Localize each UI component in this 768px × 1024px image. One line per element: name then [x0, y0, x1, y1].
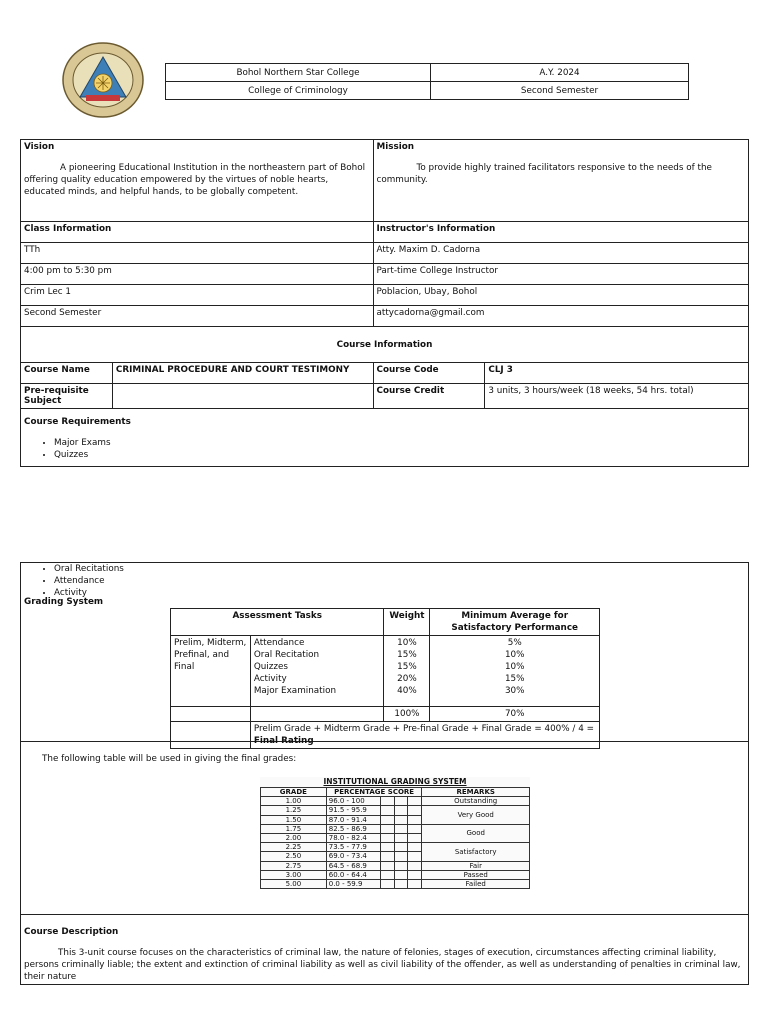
semester-label: Second Semester: [431, 82, 689, 100]
vision-text: A pioneering Educational Institution in the northeastern part of Bohol offering quality education empowered by the virtues of noble hearts, educated minds, and helpful hands, to be globally competent.: [24, 163, 366, 197]
grading-table: [170, 608, 600, 749]
requirement-item: • Oral Recitations: [54, 563, 745, 575]
task-weight: 15%: [397, 662, 417, 672]
requirements-cell: [21, 409, 749, 467]
mission-cell: [373, 140, 749, 222]
remarks-col-header: REMARKS: [422, 788, 530, 797]
college-logo: [60, 40, 146, 120]
class-info-heading: Class Information: [24, 224, 112, 234]
score-col-header: PERCENTAGE SCORE: [326, 788, 422, 797]
remark-cell: Failed: [422, 880, 530, 889]
requirement-item: • Attendance: [54, 575, 745, 587]
requirement-item: • Activity: [54, 587, 745, 599]
instructor-address: Poblacion, Ubay, Bohol: [373, 285, 749, 306]
total-minimum: 70%: [430, 707, 600, 722]
prerequisite-label: Pre-requisite Subject: [24, 386, 89, 406]
prerequisite-value: [112, 384, 373, 409]
remark-cell: Outstanding: [422, 797, 530, 806]
class-section: Crim Lec 1: [21, 285, 374, 306]
task-minimum: 10%: [504, 662, 525, 672]
requirements-heading: Course Requirements: [24, 417, 131, 427]
course-credit-label: Course Credit: [376, 386, 445, 396]
final-rating-formula: Prelim Grade + Midterm Grade + Pre-final Grade + Final Grade = 400% / 4 = Final Rating: [250, 722, 599, 749]
task-weight: 40%: [397, 686, 417, 696]
requirement-item: • Quizzes: [54, 449, 745, 461]
task-name: Attendance: [253, 638, 305, 648]
academic-year: A.Y. 2024: [431, 64, 689, 82]
remark-cell: Satisfactory: [422, 843, 530, 861]
grade-col-header: GRADE: [261, 788, 327, 797]
task-minimum: 15%: [504, 674, 525, 684]
course-code-value: CLJ 3: [488, 365, 513, 375]
description-cell: [21, 915, 749, 985]
institutional-grading-image: INSTITUTIONAL GRADING SYSTEM GRADE PERCENTAGE SCORE REMARKS 1.00 96.0 - 100 Outstanding 1.25 91.5 - 95.9 Very Good 1.50 87.0 - 91.4 1.75 82.5 - 86.9 Good 2.00 78.0 - 82.4 2.25 73.5 - 77.9 Satisfactory 2.50 69.0 - 73.4 2.75 64.5 - 68.9 Fair 3.00 60.0 - 64.4 Passed 5.00 0.0 - 59.9 Failed: [260, 777, 530, 889]
description-heading: Course Description: [24, 927, 119, 937]
class-schedule-days: TTh: [21, 243, 374, 264]
instructor-email[interactable]: attycadorna@gmail.com: [373, 306, 749, 327]
task-name: Activity: [253, 674, 287, 684]
instructor-name: Atty. Maxim D. Cadorna: [373, 243, 749, 264]
course-name-label: Course Name: [24, 365, 90, 375]
task-weight: 15%: [397, 650, 417, 660]
task-minimum: 30%: [504, 686, 525, 696]
task-minimum: 10%: [504, 650, 525, 660]
header-table: [165, 63, 689, 100]
grading-heading: Grading System: [24, 597, 104, 607]
mission-heading: Mission: [376, 142, 415, 152]
instructor-position: Part-time College Instructor: [373, 264, 749, 285]
minimum-average-header: Minimum Average for Satisfactory Performance: [451, 611, 579, 633]
final-grades-note: The following table will be used in giving the final grades:: [42, 754, 297, 764]
mission-text: To provide highly trained facilitators responsive to the needs of the community.: [376, 163, 712, 185]
task-name: Major Examination: [253, 686, 337, 696]
task-weight: 10%: [397, 638, 417, 648]
description-text: This 3-unit course focuses on the characteristics of criminal law, the nature of felonies, stages of execution, circumstances affecting criminal liability, persons criminally liable; the extent and extinction of criminal liability as well as civil liability of the offender, as well as understanding of penalties in criminal law, their nature: [24, 948, 741, 982]
grading-terms: Prelim, Midterm, Prefinal, and Final: [171, 636, 251, 707]
class-schedule-time: 4:00 pm to 5:30 pm: [21, 264, 374, 285]
total-weight: 100%: [384, 707, 430, 722]
weight-header: Weight: [389, 611, 425, 621]
instructor-heading: Instructor's Information: [376, 224, 496, 234]
course-credit-value: 3 units, 3 hours/week (18 weeks, 54 hrs. total): [485, 384, 749, 409]
final-rating-label: Final Rating: [253, 736, 314, 746]
class-semester: Second Semester: [21, 306, 374, 327]
task-minimum: 5%: [507, 638, 522, 648]
requirement-item: • Major Exams: [54, 437, 745, 449]
task-name: Quizzes: [253, 662, 289, 672]
institutional-grading-title: INSTITUTIONAL GRADING SYSTEM: [323, 777, 467, 786]
task-name: Oral Recitation: [253, 650, 320, 660]
assessment-tasks-header: Assessment Tasks: [232, 611, 322, 621]
course-code-label: Course Code: [376, 365, 439, 375]
task-weight: 20%: [397, 674, 417, 684]
remark-cell: Passed: [422, 870, 530, 879]
course-info-heading: Course Information: [336, 339, 433, 350]
remark-cell: Very Good: [422, 806, 530, 824]
remark-cell: Good: [422, 824, 530, 842]
vision-heading: Vision: [24, 142, 55, 152]
syllabus-table-page1: [20, 139, 749, 467]
department-name: College of Criminology: [166, 82, 431, 100]
remark-cell: Fair: [422, 861, 530, 870]
vision-cell: [21, 140, 374, 222]
course-name-value: CRIMINAL PROCEDURE AND COURT TESTIMONY: [115, 365, 350, 375]
college-name: Bohol Northern Star College: [166, 64, 431, 82]
